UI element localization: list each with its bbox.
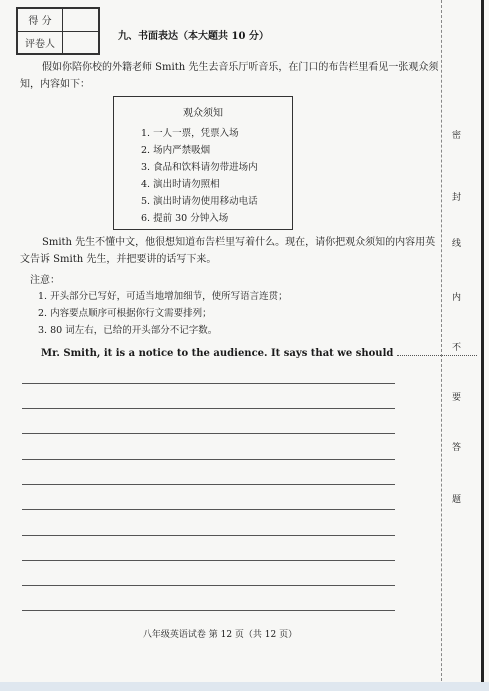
notice-list [141, 125, 292, 227]
notice-item: 5. 演出时请勿使用移动电话 [141, 196, 258, 207]
section-title: 九、书面表达（本大题共 10 分） [118, 31, 269, 42]
writing-line[interactable] [22, 484, 395, 485]
notes-list [38, 288, 288, 339]
writing-line[interactable] [22, 535, 395, 536]
writing-line[interactable] [22, 408, 395, 409]
scan-bottom-strip [0, 682, 489, 691]
fold-char: 内 [452, 293, 462, 303]
writing-line[interactable] [22, 610, 395, 611]
grader-label: 评卷人 [18, 31, 63, 54]
scan-edge-bar [481, 0, 484, 691]
notice-title: 观众须知 [183, 108, 223, 119]
writing-line[interactable] [22, 383, 395, 384]
task-paragraph: Smith 先生不懂中文，他很想知道布告栏里写着什么。现在，请你把观众须知的内容用英文告诉 Smith 先生，并把要讲的话写下来。 [20, 237, 436, 265]
score-box [16, 7, 100, 55]
page-footer: 八年级英语试卷 第 12 页（共 12 页） [142, 630, 298, 640]
notice-box [113, 96, 293, 230]
fold-char: 密 [452, 131, 462, 141]
writing-line[interactable] [22, 560, 395, 561]
fold-char: 不 [452, 343, 462, 353]
writing-line[interactable] [22, 585, 395, 586]
score-label: 得 分 [18, 9, 63, 32]
grader-value-cell[interactable] [63, 31, 99, 54]
intro-paragraph: 假如你陪你校的外籍老师 Smith 先生去音乐厅听音乐，在门口的布告栏里看见一张观众须知，内容如下： [20, 62, 439, 90]
notice-item: 3. 食品和饮料请勿带进场内 [141, 162, 258, 173]
starter-sentence [41, 348, 477, 359]
note-item: 2. 内容要点顺序可根据你行文需要排列； [38, 308, 212, 319]
fold-char: 封 [452, 193, 462, 203]
fold-char: 线 [452, 239, 462, 249]
note-item: 3. 80 词左右，已给的开头部分不记字数。 [38, 325, 218, 336]
fold-char: 答 [452, 443, 462, 453]
score-value-cell[interactable] [63, 9, 99, 32]
fold-line [441, 0, 442, 691]
starter-blank[interactable] [397, 355, 477, 356]
note-item: 1. 开头部分已写好，可适当地增加细节，使所写语言连贯； [38, 291, 288, 302]
notes-heading: 注意： [30, 275, 60, 286]
fold-char: 题 [452, 495, 462, 505]
notice-item: 2. 场内严禁吸烟 [141, 145, 211, 156]
notice-item: 4. 演出时请勿照相 [141, 179, 220, 190]
writing-line[interactable] [22, 433, 395, 434]
writing-line[interactable] [22, 459, 395, 460]
notice-item: 6. 提前 30 分钟入场 [141, 213, 229, 224]
notice-item: 1. 一人一票，凭票入场 [141, 128, 239, 139]
fold-char: 要 [452, 393, 462, 403]
writing-line[interactable] [22, 509, 395, 510]
starter-text: Mr. Smith, it is a notice to the audience. It says that we should [41, 348, 394, 359]
